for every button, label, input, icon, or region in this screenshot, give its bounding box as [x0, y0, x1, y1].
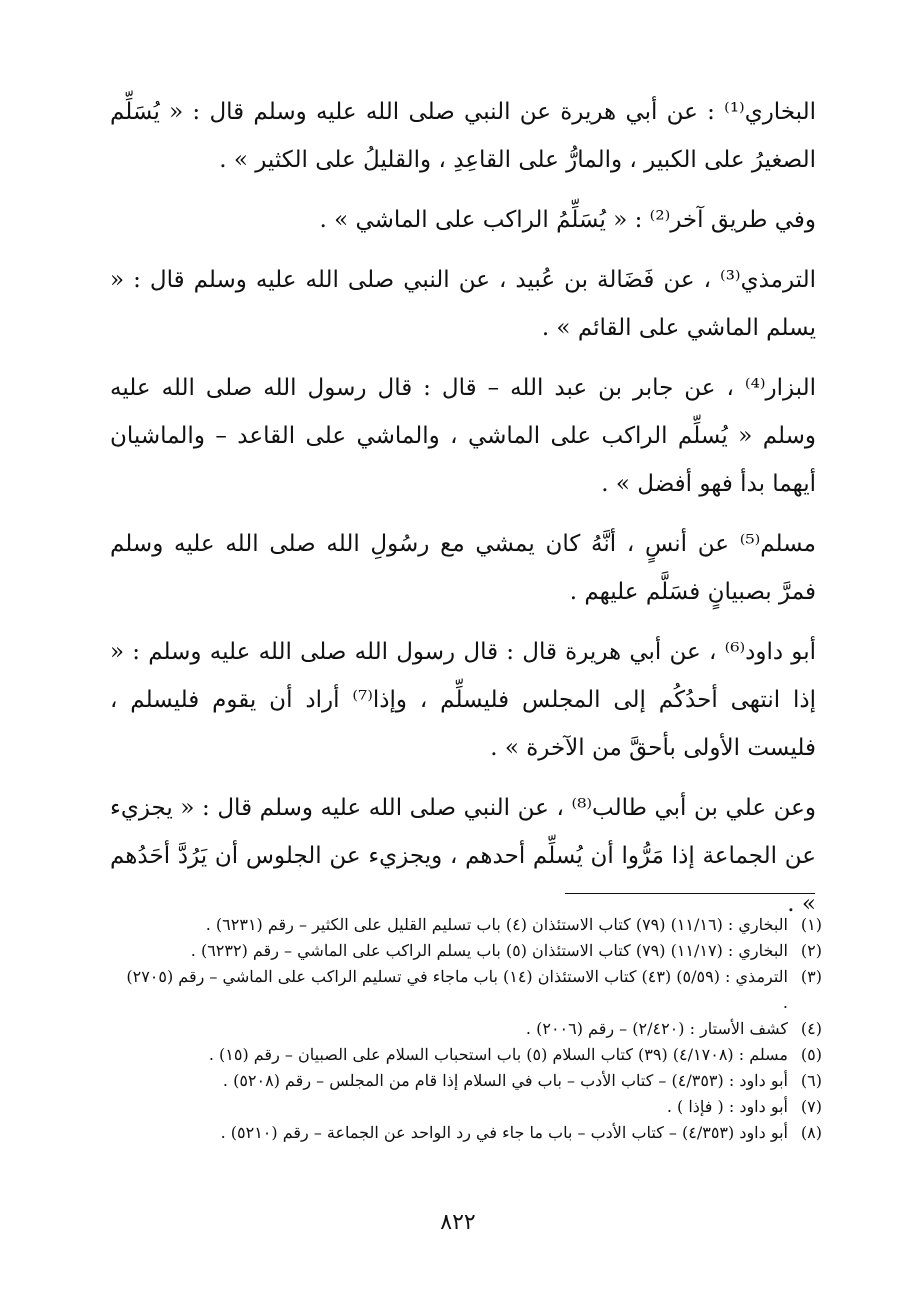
paragraph-another-route: وفي طريق آخر⁽²⁾ : « يُسَلِّمُ الراكب على الماشي » . — [319, 207, 816, 233]
footnote-item — [118, 1068, 822, 1094]
footnote-number: (٧) — [800, 1097, 822, 1116]
footnote-number: (٨) — [800, 1123, 822, 1142]
footnotes — [118, 912, 822, 1146]
footnote-text: كشف الأستار : (٢/٤٢٠) – رقم (٢٠٠٦) . — [525, 1019, 788, 1038]
paragraph-muslim: مسلم⁽⁵⁾ عن أنسٍ ، أنَّهُ كان يمشي مع رسُولِ الله صلى الله عليه وسلم فمرَّ بصبيانٍ فسَلَّم عليهم . — [110, 531, 816, 605]
footnote-number: (٤) — [800, 1019, 822, 1038]
footnote-number: (٦) — [800, 1071, 822, 1090]
footnote-item — [118, 1120, 822, 1146]
footnote-text: مسلم : (٤/١٧٠٨) (٣٩) كتاب السلام (٥) باب استحباب السلام على الصبيان – رقم (١٥) . — [208, 1045, 788, 1064]
footnote-text: أبو داود : ( فإذا ) . — [666, 1097, 788, 1116]
footnote-item — [118, 964, 822, 1016]
page-number: ٨٢٢ — [440, 1210, 476, 1235]
footnote-number: (٢) — [800, 941, 822, 960]
footnote-item — [118, 912, 822, 938]
paragraph-ali: وعن علي بن أبي طالب⁽⁸⁾ ، عن النبي صلى الله عليه وسلم قال : « يجزيء عن الجماعة إذا مَرُّوا أن يُسلِّم أحدهم ، ويجزيء عن الجلوس أن يَرُدَّ أحَدُهم » . — [110, 795, 816, 917]
footnote-item — [118, 1016, 822, 1042]
footnote-text: أبو داود : (٤/٣٥٣) – كتاب الأدب – باب في السلام إذا قام من المجلس – رقم (٥٢٠٨) . — [222, 1071, 788, 1090]
paragraph-bukhari: البخاري⁽¹⁾ : عن أبي هريرة عن النبي صلى الله عليه وسلم قال : « يُسَلِّم الصغيرُ على الكبير ، والمارُّ على القاعِدِ ، والقليلُ على الكثير » . — [110, 99, 816, 173]
footnote-divider — [565, 893, 815, 894]
footnote-text: أبو داود (٤/٣٥٣) – كتاب الأدب – باب ما جاء في رد الواحد عن الجماعة – رقم (٥٢١٠) . — [220, 1123, 788, 1142]
footnote-text: البخاري : (١١/١٧) (٧٩) كتاب الاستئذان (٥) باب يسلم الراكب على الماشي – رقم (٦٢٣٢) . — [190, 941, 788, 960]
main-text — [110, 88, 816, 940]
paragraph-abu-dawud: أبو داود⁽⁶⁾ ، عن أبي هريرة قال : قال رسول الله صلى الله عليه وسلم : « إذا انتهى أحدُكُم إلى المجلس فليسلِّم ، وإذا⁽⁷⁾ أراد أن يقوم فليسلم ، فليست الأولى بأحقَّ من الآخرة » . — [110, 639, 816, 761]
footnote-number: (١) — [800, 915, 822, 934]
footnote-item — [118, 938, 822, 964]
footnote-number: (٥) — [800, 1045, 822, 1064]
footnote-item — [118, 1094, 822, 1120]
footnote-text: البخاري : (١١/١٦) (٧٩) كتاب الاستئذان (٤) باب تسليم القليل على الكثير – رقم (٦٢٣١) . — [205, 915, 788, 934]
paragraph-bazzar: البزار⁽⁴⁾ ، عن جابر بن عبد الله – قال : قال رسول الله صلى الله عليه وسلم « يُسلِّم الراكب على الماشي ، والماشي على القاعد – والماشيان أيهما بدأ فهو أفضل » . — [110, 375, 816, 497]
footnote-text: الترمذي : (٥/٥٩) (٤٣) كتاب الاستئذان (١٤) باب ماجاء في تسليم الراكب على الماشي – رقم (٢٧٠٥) . — [126, 967, 788, 1012]
footnote-number: (٣) — [800, 967, 822, 986]
paragraph-tirmidhi: الترمذي⁽³⁾ ، عن فَضَالة بن عُبيد ، عن النبي صلى الله عليه وسلم قال : « يسلم الماشي على القائم » . — [110, 267, 816, 341]
footnote-item — [118, 1042, 822, 1068]
